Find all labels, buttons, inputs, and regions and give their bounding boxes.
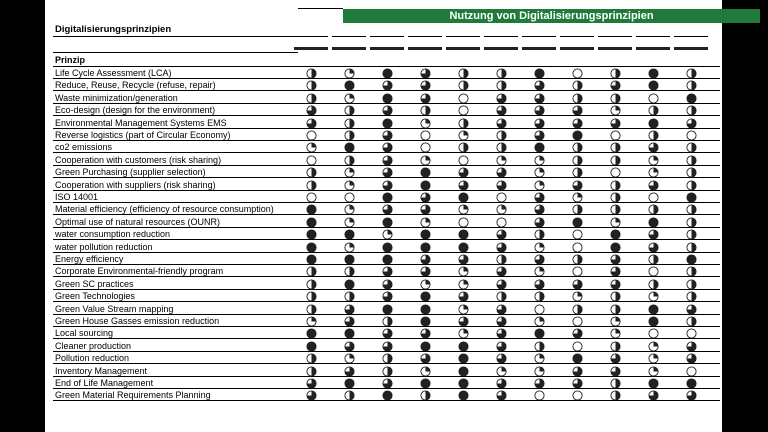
table-row bbox=[45, 117, 722, 129]
table-row bbox=[45, 166, 722, 178]
column-header-rule bbox=[332, 47, 366, 50]
principle-label: Green Value Stream mapping bbox=[55, 303, 174, 314]
principle-label: Eco-design (design for the environment) bbox=[55, 105, 216, 116]
principle-label: water pollution reduction bbox=[55, 241, 153, 252]
table-row bbox=[45, 377, 722, 389]
column-header-rule bbox=[674, 36, 708, 37]
table-row bbox=[45, 340, 722, 352]
column-header-rule bbox=[294, 47, 328, 50]
column-header-rule bbox=[370, 47, 404, 50]
column-header-rule bbox=[636, 36, 670, 37]
table-row bbox=[45, 278, 722, 290]
column-header-rule bbox=[522, 47, 556, 50]
principle-label: Green Technologies bbox=[55, 291, 135, 302]
column-header-rule bbox=[370, 36, 404, 37]
table-row bbox=[45, 228, 722, 240]
principle-label: End of Life Management bbox=[55, 378, 154, 388]
table-row bbox=[45, 203, 722, 215]
principle-label: co2 emissions bbox=[55, 142, 113, 153]
table-row bbox=[45, 141, 722, 153]
principle-label: Energy efficiency bbox=[55, 254, 124, 264]
principle-label: Reduce, Reuse, Recycle (refuse, repair) bbox=[55, 80, 216, 91]
table-row bbox=[45, 216, 722, 228]
table-row bbox=[45, 327, 722, 339]
table-row bbox=[45, 365, 722, 377]
principle-label: Cooperation with customers (risk sharing) bbox=[55, 154, 222, 165]
table-row bbox=[45, 79, 722, 91]
column-header-rule bbox=[674, 47, 708, 50]
table-row bbox=[45, 179, 722, 191]
row-rule bbox=[53, 400, 720, 401]
top-rule bbox=[298, 8, 343, 9]
column-header-rule bbox=[446, 36, 480, 37]
table-row bbox=[45, 389, 722, 401]
table-row bbox=[45, 92, 722, 104]
principle-label: Local sourcing bbox=[55, 328, 114, 339]
column-group-banner: Nutzung von Digitalisierungsprinzipien bbox=[343, 9, 760, 23]
principle-label: Waste minimization/generation bbox=[55, 92, 178, 103]
principle-label: water consumption reduction bbox=[55, 229, 171, 240]
table-row bbox=[45, 290, 722, 302]
table-row bbox=[45, 104, 722, 116]
column-header-rule bbox=[636, 47, 670, 50]
column-header-rule bbox=[408, 36, 442, 37]
table-row bbox=[45, 315, 722, 327]
principle-label: Material efficiency (efficiency of resource consumption) bbox=[55, 204, 274, 215]
principle-label: Reverse logistics (part of Circular Economy) bbox=[55, 130, 231, 140]
column-header-rule bbox=[484, 36, 518, 37]
column-header-rule bbox=[408, 47, 442, 50]
principle-label: Green SC practices bbox=[55, 278, 134, 289]
principle-label: Green House Gasses emission reduction bbox=[55, 316, 220, 326]
principle-label: Green Material Requirements Planning bbox=[55, 390, 211, 401]
column-header-rule bbox=[294, 36, 328, 37]
column-header-rule bbox=[598, 47, 632, 50]
heading-rule-2 bbox=[53, 52, 298, 53]
column-header-rule bbox=[484, 47, 518, 50]
heading-rule bbox=[53, 36, 298, 37]
principle-label: Pollution reduction bbox=[55, 353, 130, 364]
principle-label: Inventory Management bbox=[55, 365, 148, 376]
table-row bbox=[45, 265, 722, 277]
principle-label: Optimal use of natural resources (OUNR) bbox=[55, 216, 221, 227]
principle-label: Cleaner production bbox=[55, 340, 132, 351]
table-row bbox=[45, 129, 722, 141]
table-row bbox=[45, 241, 722, 253]
principle-label: Cooperation with suppliers (risk sharing) bbox=[55, 179, 216, 190]
row-heading: Digitalisierungsprinzipien bbox=[55, 24, 172, 35]
principle-label: ISO 14001 bbox=[55, 192, 99, 202]
column-header-rule bbox=[332, 36, 366, 37]
table-row bbox=[45, 253, 722, 265]
column-header-rule bbox=[560, 47, 594, 50]
section-label: Prinzip bbox=[55, 55, 86, 65]
principle-label: Environmental Management Systems EMS bbox=[55, 117, 227, 128]
principle-label: Life Cycle Assessment (LCA) bbox=[55, 68, 172, 78]
column-header-rule bbox=[446, 47, 480, 50]
principle-label: Green Purchasing (supplier selection) bbox=[55, 167, 206, 178]
table-row bbox=[45, 191, 722, 203]
table-row bbox=[45, 154, 722, 166]
table-sheet bbox=[45, 0, 722, 432]
principle-label: Corporate Environmental-friendly program bbox=[55, 266, 224, 277]
table-row bbox=[45, 303, 722, 315]
table-row bbox=[45, 67, 722, 79]
column-header-rule bbox=[560, 36, 594, 37]
table-row bbox=[45, 352, 722, 364]
column-header-rule bbox=[522, 36, 556, 37]
column-header-rule bbox=[598, 36, 632, 37]
